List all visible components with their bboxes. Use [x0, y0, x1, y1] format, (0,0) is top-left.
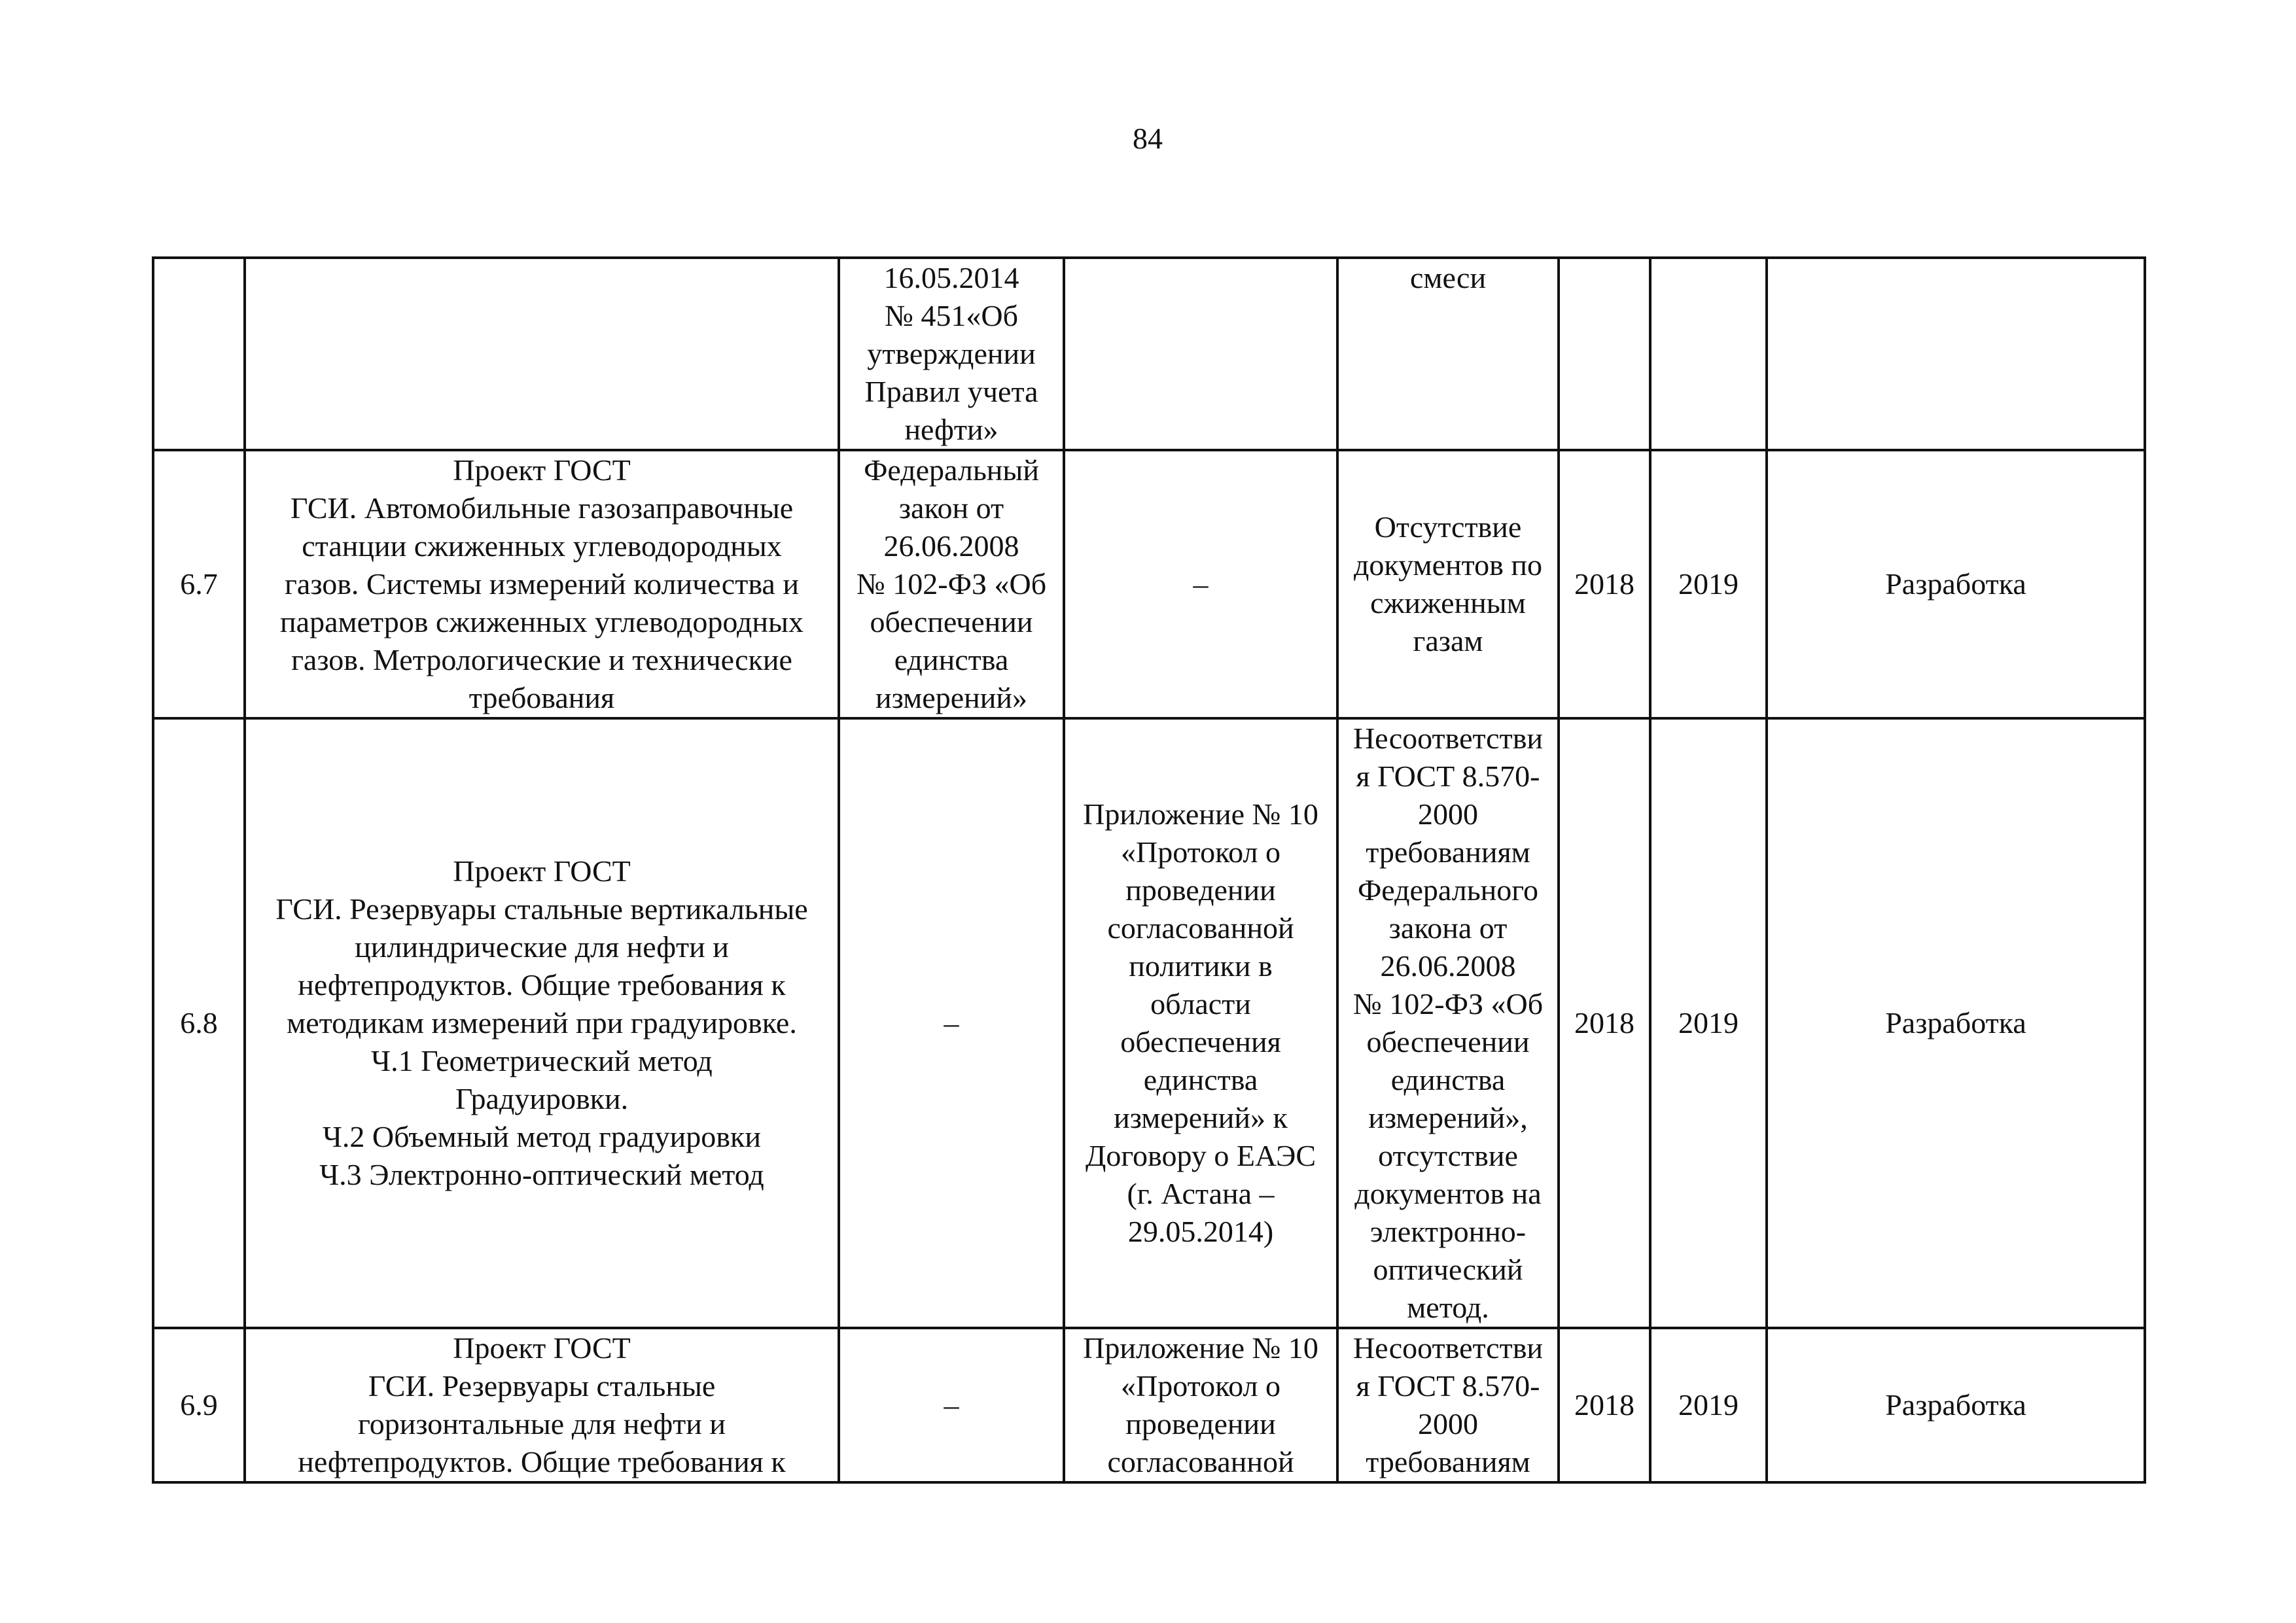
reference-cell: Приложение № 10 «Протокол о проведении согласованной [1064, 1328, 1337, 1482]
table-row [153, 1328, 2145, 1482]
document-title-cell: Проект ГОСТ ГСИ. Автомобильные газозаправочные станции сжиженных углеводородных газов. Системы измерений количества и параметров сжиженных углеводородных газов. Метрологические и технические требования [245, 450, 839, 718]
end-year-cell [1650, 258, 1767, 450]
start-year-cell: 2018 [1559, 718, 1650, 1328]
reference-cell [1064, 258, 1337, 450]
legal-basis-cell: – [839, 1328, 1064, 1482]
start-year-cell: 2018 [1559, 450, 1650, 718]
reason-cell: смеси [1337, 258, 1559, 450]
table-row [153, 450, 2145, 718]
end-year-cell: 2019 [1650, 718, 1767, 1328]
reason-cell: Несоответстви я ГОСТ 8.570- 2000 требованиям Федерального закона от 26.06.2008 № 102-ФЗ «Об обеспечении единства измерений», отсутствие документов на электронно- оптический метод. [1337, 718, 1559, 1328]
row-number-cell: 6.9 [153, 1328, 245, 1482]
end-year-cell: 2019 [1650, 1328, 1767, 1482]
reference-cell: – [1064, 450, 1337, 718]
work-type-cell: Разработка [1767, 718, 2145, 1328]
work-type-cell [1767, 258, 2145, 450]
legal-basis-cell: 16.05.2014 № 451«Об утверждении Правил учета нефти» [839, 258, 1064, 450]
document-title-cell: Проект ГОСТ ГСИ. Резервуары стальные горизонтальные для нефти и нефтепродуктов. Общие требования к [245, 1328, 839, 1482]
start-year-cell [1559, 258, 1650, 450]
reason-cell: Отсутствие документов по сжиженным газам [1337, 450, 1559, 718]
end-year-cell: 2019 [1650, 450, 1767, 718]
reason-cell: Несоответстви я ГОСТ 8.570- 2000 требованиям [1337, 1328, 1559, 1482]
table-row [153, 718, 2145, 1328]
work-type-cell: Разработка [1767, 1328, 2145, 1482]
page-number: 84 [1133, 122, 1163, 155]
row-number-cell [153, 258, 245, 450]
legal-basis-cell: – [839, 718, 1064, 1328]
work-plan-table [152, 256, 2146, 1484]
reference-cell: Приложение № 10 «Протокол о проведении согласованной политики в области обеспечения единства измерений» к Договору о ЕАЭС (г. Астана – 29.05.2014) [1064, 718, 1337, 1328]
document-title-cell: Проект ГОСТ ГСИ. Резервуары стальные вертикальные цилиндрические для нефти и нефтепродуктов. Общие требования к методикам измерений при градуировке. Ч.1 Геометрический метод Градуировки. Ч.2 Объемный метод градуировки Ч.3 Электронно-оптический метод [245, 718, 839, 1328]
legal-basis-cell: Федеральный закон от 26.06.2008 № 102-ФЗ «Об обеспечении единства измерений» [839, 450, 1064, 718]
row-number-cell: 6.8 [153, 718, 245, 1328]
row-number-cell: 6.7 [153, 450, 245, 718]
table-row [153, 258, 2145, 450]
start-year-cell: 2018 [1559, 1328, 1650, 1482]
work-type-cell: Разработка [1767, 450, 2145, 718]
document-title-cell [245, 258, 839, 450]
